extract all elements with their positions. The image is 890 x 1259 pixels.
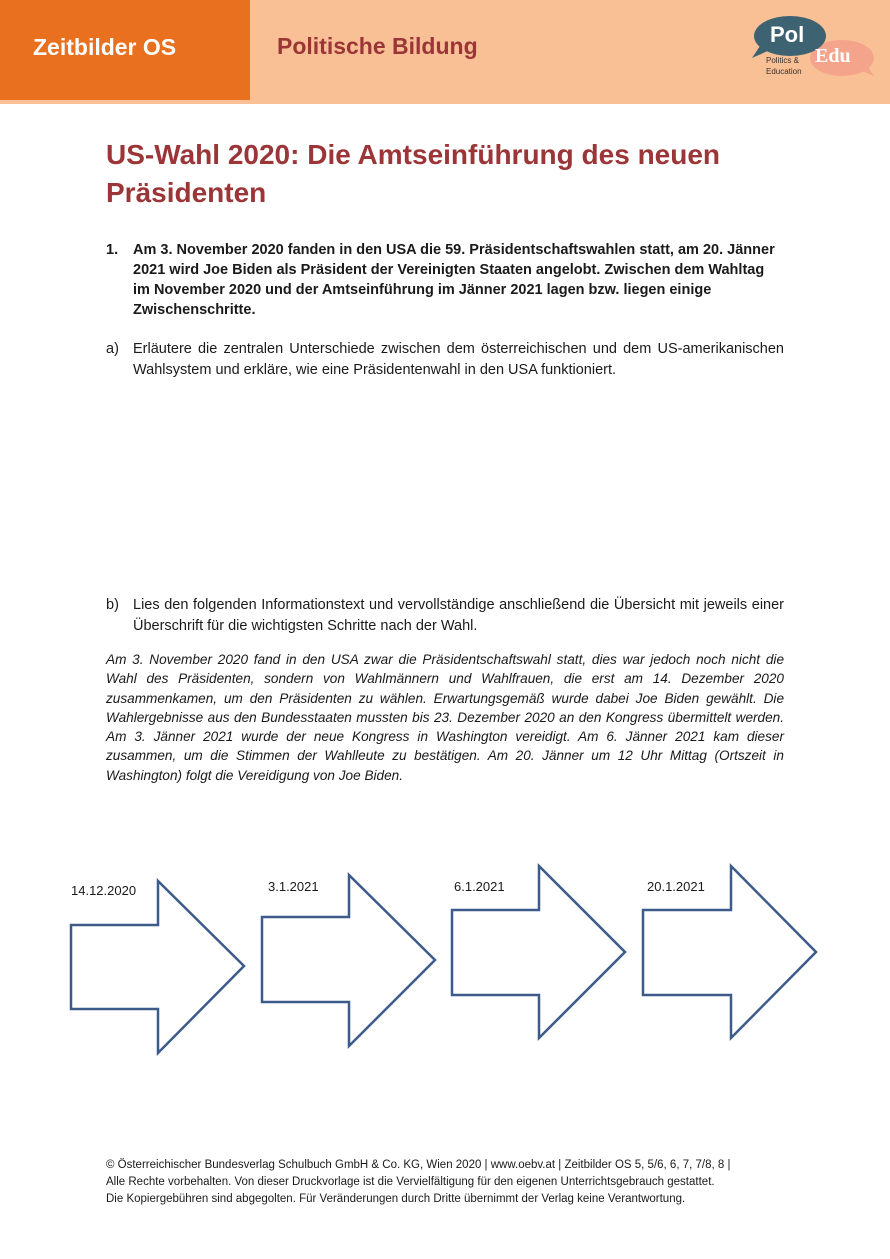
footer-line-3: Die Kopiergebühren sind abgegolten. Für Veränderungen durch Dritte übernimmt der Verlag keine Verantwortung.: [106, 1193, 686, 1205]
timeline-arrow-2: [262, 875, 435, 1046]
task-b-label: b): [106, 597, 119, 613]
timeline-date-3: 6.1.2021: [454, 879, 505, 894]
task-1-text: Am 3. November 2020 fanden in den USA die 59. Präsidentschaftswahlen statt, am 20. Jänner 2021 wird Joe Biden als Präsident der Vereinigten Staaten angelobt. Zwischen dem Wahltag im November 2020 und der Amtseinführung im Jänner 2021 lagen bzw. liegen einige Zwischenschritte.: [133, 242, 775, 318]
logo-subtitle-2: Education: [766, 67, 802, 76]
task-1-number: 1.: [106, 242, 119, 258]
copyright-footer: [106, 1157, 796, 1208]
footer-line-2: Alle Rechte vorbehalten. Von dieser Druckvorlage ist die Vervielfältigung für den eigenen Unterrichtsgebrauch gestattet.: [106, 1176, 715, 1188]
subject-title: Politische Bildung: [277, 33, 478, 59]
task-a-text: Erläutere die zentralen Unterschiede zwischen dem österreichischen und dem US-amerikanischen Wahlsystem und erkläre, wie eine Präsidentenwahl in den USA funktioniert.: [133, 341, 784, 378]
timeline-date-1: 14.12.2020: [71, 883, 137, 898]
timeline-date-4: 20.1.2021: [647, 879, 705, 894]
logo-edu-text: Edu: [815, 45, 851, 67]
info-text: Am 3. November 2020 fand in den USA zwar die Präsidentschaftswahl statt, dies war jedoch noch nicht die Wahl des Präsidenten, sondern von Wahlmännern und Wahlfrauen, die erst am 14. Dezember 2020 zusammenkamen, um den Präsidenten zu wählen. Erwartungsgemäß wurde dabei Joe Biden gewählt. Die Wahlergebnisse aus den Bundesstaaten mussten bis 23. Dezember 2020 an den Kongress übermittelt werden. Am 3. Jänner 2021 wurde der neue Kongress in Washington vereidigt. Am 6. Jänner 2021 kam dieser zusammen, um die Stimmen der Wahlleute zu bestätigen. Am 20. Jänner um 12 Uhr Mittag (Ortszeit in Washington) folgt die Vereidigung von Joe Biden.: [106, 652, 784, 783]
page-title: US-Wahl 2020: Die Amtseinführung des neuen Präsidenten: [106, 139, 721, 208]
logo-subtitle-1: Politics &: [766, 56, 799, 65]
logo-pol-text: Pol: [770, 22, 805, 47]
footer-line-1: © Österreichischer Bundesverlag Schulbuch GmbH & Co. KG, Wien 2020 | www.oebv.at | Zeitbilder OS 5, 5/6, 6, 7, 7/8, 8 |: [106, 1159, 731, 1171]
timeline-arrow-1: [71, 881, 244, 1053]
timeline-date-2: 3.1.2021: [268, 879, 319, 894]
brand-title: Zeitbilder OS: [33, 34, 177, 60]
task-b-text: Lies den folgenden Informationstext und vervollständige anschließend die Übersicht mit jeweils einer Überschrift für die wichtigsten Schritte nach der Wahl.: [133, 597, 784, 634]
task-a-label: a): [106, 341, 119, 357]
